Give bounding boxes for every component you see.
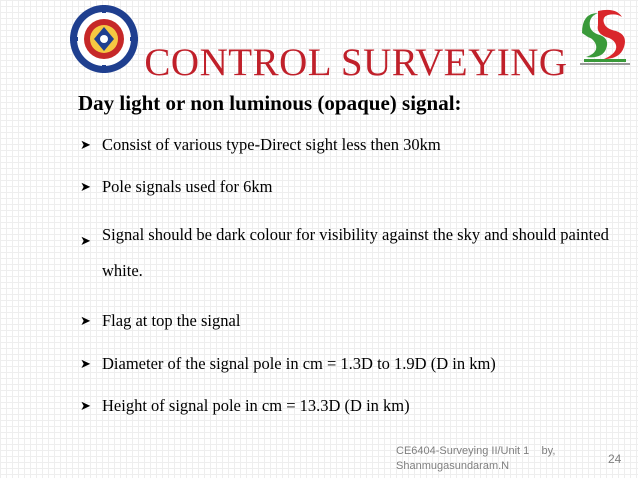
arrow-bullet-icon: ➤ xyxy=(80,137,91,152)
arrow-bullet-icon: ➤ xyxy=(80,356,91,371)
bullet-text: Height of signal pole in cm = 13.3D (D in km) xyxy=(102,396,410,415)
bullet-text: Pole signals used for 6km xyxy=(102,177,273,196)
page-number: 24 xyxy=(608,452,622,466)
footer-course-line: CE6404-Surveying II/Unit 1 by, xyxy=(396,445,556,457)
bullet-list xyxy=(78,133,618,417)
bullet-item xyxy=(78,217,618,289)
bullet-text: Diameter of the signal pole in cm = 1.3D to 1.9D (D in km) xyxy=(102,354,496,373)
slide-title: CONTROL SURVEYING xyxy=(144,41,568,84)
arrow-bullet-icon: ➤ xyxy=(80,233,91,248)
slide-footer xyxy=(396,444,616,474)
arrow-bullet-icon: ➤ xyxy=(80,313,91,328)
bullet-text: Consist of various type-Direct sight less then 30km xyxy=(102,135,441,154)
bullet-item xyxy=(78,352,618,375)
bullet-item xyxy=(78,133,618,156)
bullet-item xyxy=(78,309,618,332)
footer-author-line: Shanmugasundaram.N xyxy=(396,460,510,472)
arrow-bullet-icon: ➤ xyxy=(80,398,91,413)
bullet-item xyxy=(78,175,618,198)
arrow-bullet-icon: ➤ xyxy=(80,179,91,194)
bullet-text: Flag at top the signal xyxy=(102,311,241,330)
bullet-item xyxy=(78,394,618,417)
slide-subtitle: Day light or non luminous (opaque) signal: xyxy=(78,91,462,115)
bullet-text: Signal should be dark colour for visibility against the sky and should painted white. xyxy=(102,225,609,280)
